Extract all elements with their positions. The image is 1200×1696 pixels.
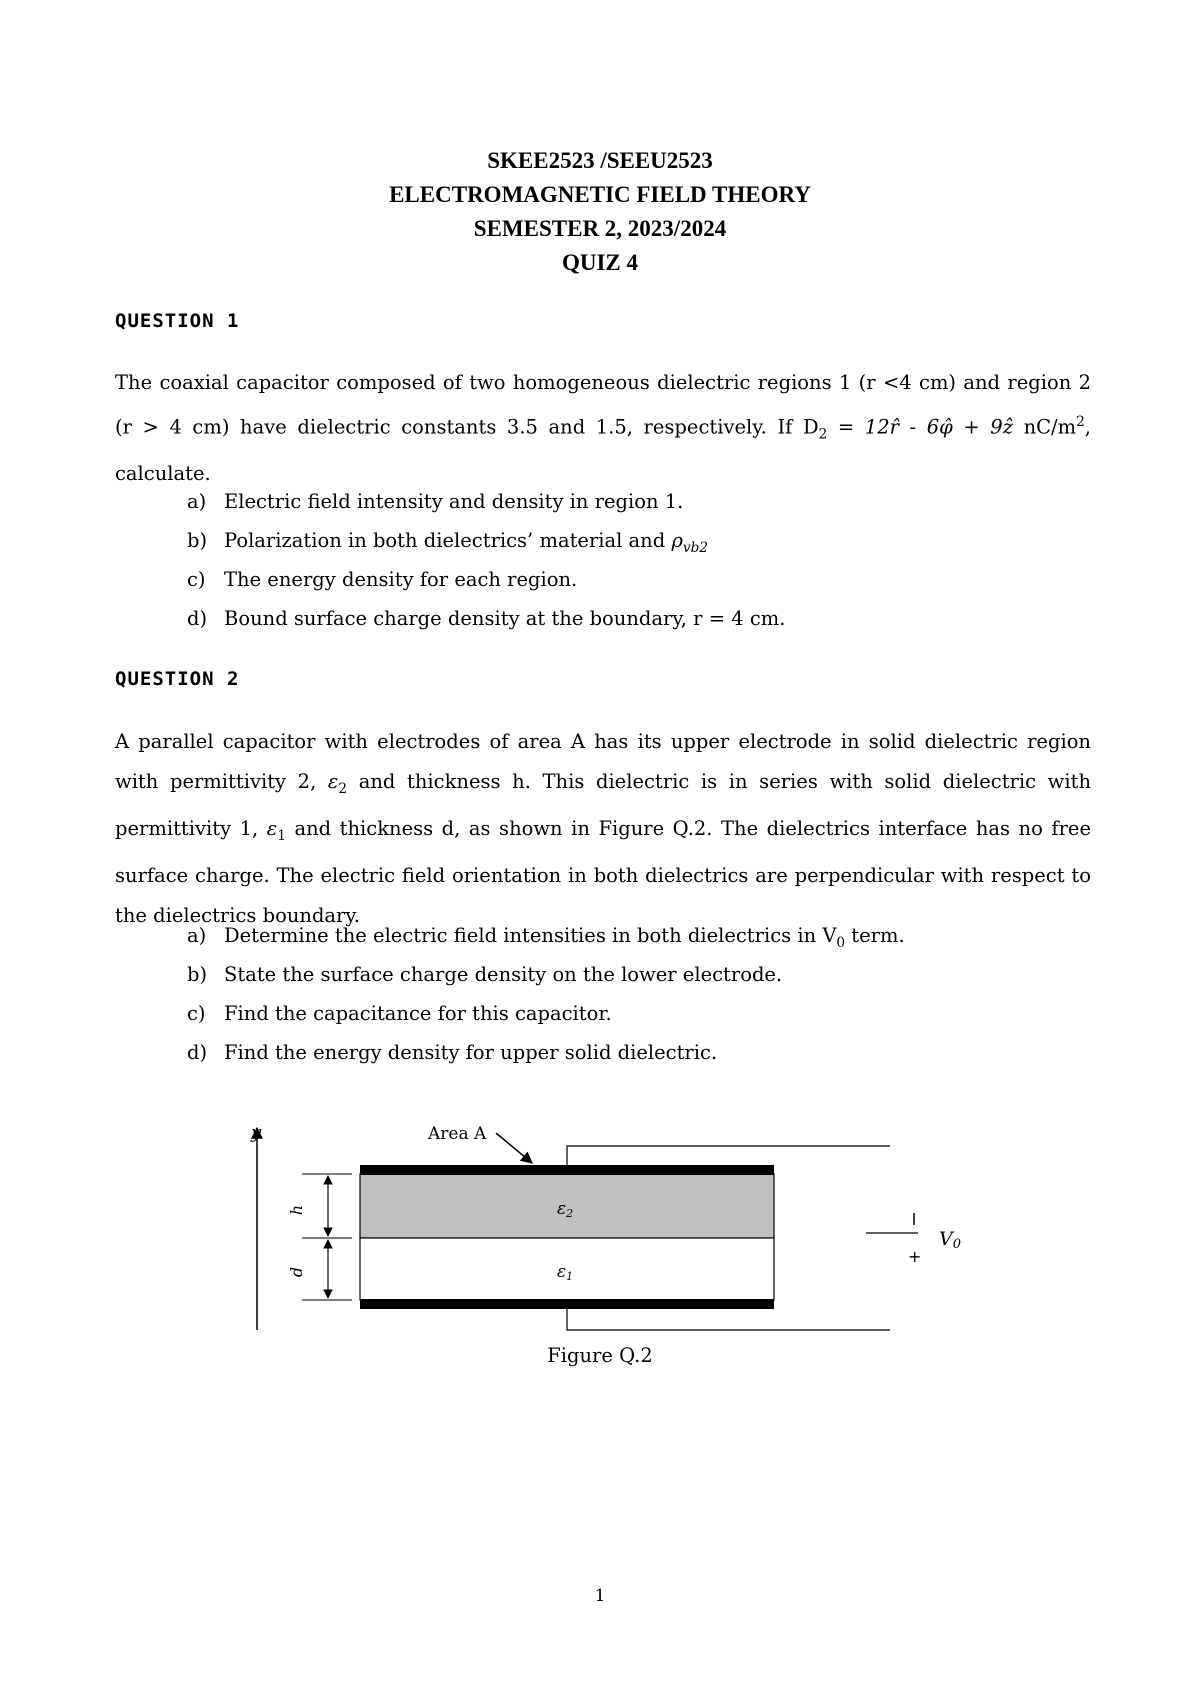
q1-part-c: c) The energy density for each region. [187, 568, 578, 591]
lower-wire [567, 1309, 890, 1330]
q1-text-end: , calculate. [115, 415, 1091, 486]
q1-part-a: a) Electric field intensity and density in region 1. [187, 490, 684, 513]
q1-part-b: b) Polarization in both dielectrics’ material and $\rho_{vb2}$ [187, 529, 709, 556]
epsilon-1-label: ε1 [557, 1262, 574, 1283]
q1-part-d: d) Bound surface charge density at the boundary, r = 4 cm. [187, 607, 786, 630]
epsilon-2-symbol: ε [327, 769, 339, 793]
q1-text-main: The coaxial capacitor composed of two homogeneous dielectric regions 1 (r <4 cm) and region 2 (r > 4 cm) have dielectric constants 3.5 and 1.5, respectively. If D [115, 371, 1091, 438]
q1-d-expression: = 12r̂ - 6φ̂ + 9ẑ [827, 415, 1013, 438]
h-label: h [287, 1204, 306, 1216]
plus-sign: + [908, 1247, 922, 1266]
q2-part-d: d) Find the energy density for upper solid dielectric. [187, 1041, 718, 1064]
epsilon-2-label: ε2 [557, 1199, 574, 1220]
q1-d-subscript: 2 [818, 425, 828, 442]
q2-part-a: a) Determine the electric field intensities in both dielectrics in $V_0$ term. [187, 924, 905, 951]
upper-electrode [360, 1165, 774, 1175]
q2-part-c: c) Find the capacitance for this capacitor. [187, 1002, 612, 1025]
question-1-heading: QUESTION 1 [115, 310, 240, 332]
d-label: d [287, 1266, 306, 1278]
figure-caption: Figure Q.2 [547, 1344, 653, 1367]
course-title: ELECTROMAGNETIC FIELD THEORY [389, 182, 811, 207]
upper-wire [567, 1146, 890, 1165]
source-label: V0 [939, 1228, 962, 1252]
page-number: 1 [594, 1586, 606, 1606]
rho-symbol: ρ [671, 529, 683, 552]
area-label: Area A [428, 1124, 487, 1144]
question-2-text: A parallel capacitor with electrodes of area A has its upper electrode in solid dielectric region with permittivity 2, $\varepsilon_2$ and thickness h. This dielectric is in series with solid dielectric with permittivity 1, $\varepsilon_1$ and thickness d, as shown in Figure Q.2. The dielectrics interface has no free surface charge. The electric field orientation in both dielectrics are perpendicular with respect to the dielectrics boundary. [115, 730, 1091, 927]
area-pointer-arrow [496, 1133, 532, 1163]
lower-electrode [360, 1299, 774, 1309]
quiz-title: QUIZ 4 [561, 250, 639, 275]
q1-unit: nC/m [1023, 415, 1077, 438]
upper-dielectric [360, 1174, 774, 1238]
course-codes: SKEE2523 /SEEU2523 [487, 148, 713, 173]
q2-part-b: b) State the surface charge density on the lower electrode. [187, 963, 783, 986]
q1-unit-sup: 2 [1076, 413, 1085, 430]
epsilon-1-symbol: ε [266, 816, 278, 840]
question-2-heading: QUESTION 2 [115, 668, 240, 690]
y-axis-label: y [251, 1122, 262, 1143]
semester-line: SEMESTER 2, 2023/2024 [473, 216, 727, 241]
lower-dielectric [360, 1238, 774, 1300]
